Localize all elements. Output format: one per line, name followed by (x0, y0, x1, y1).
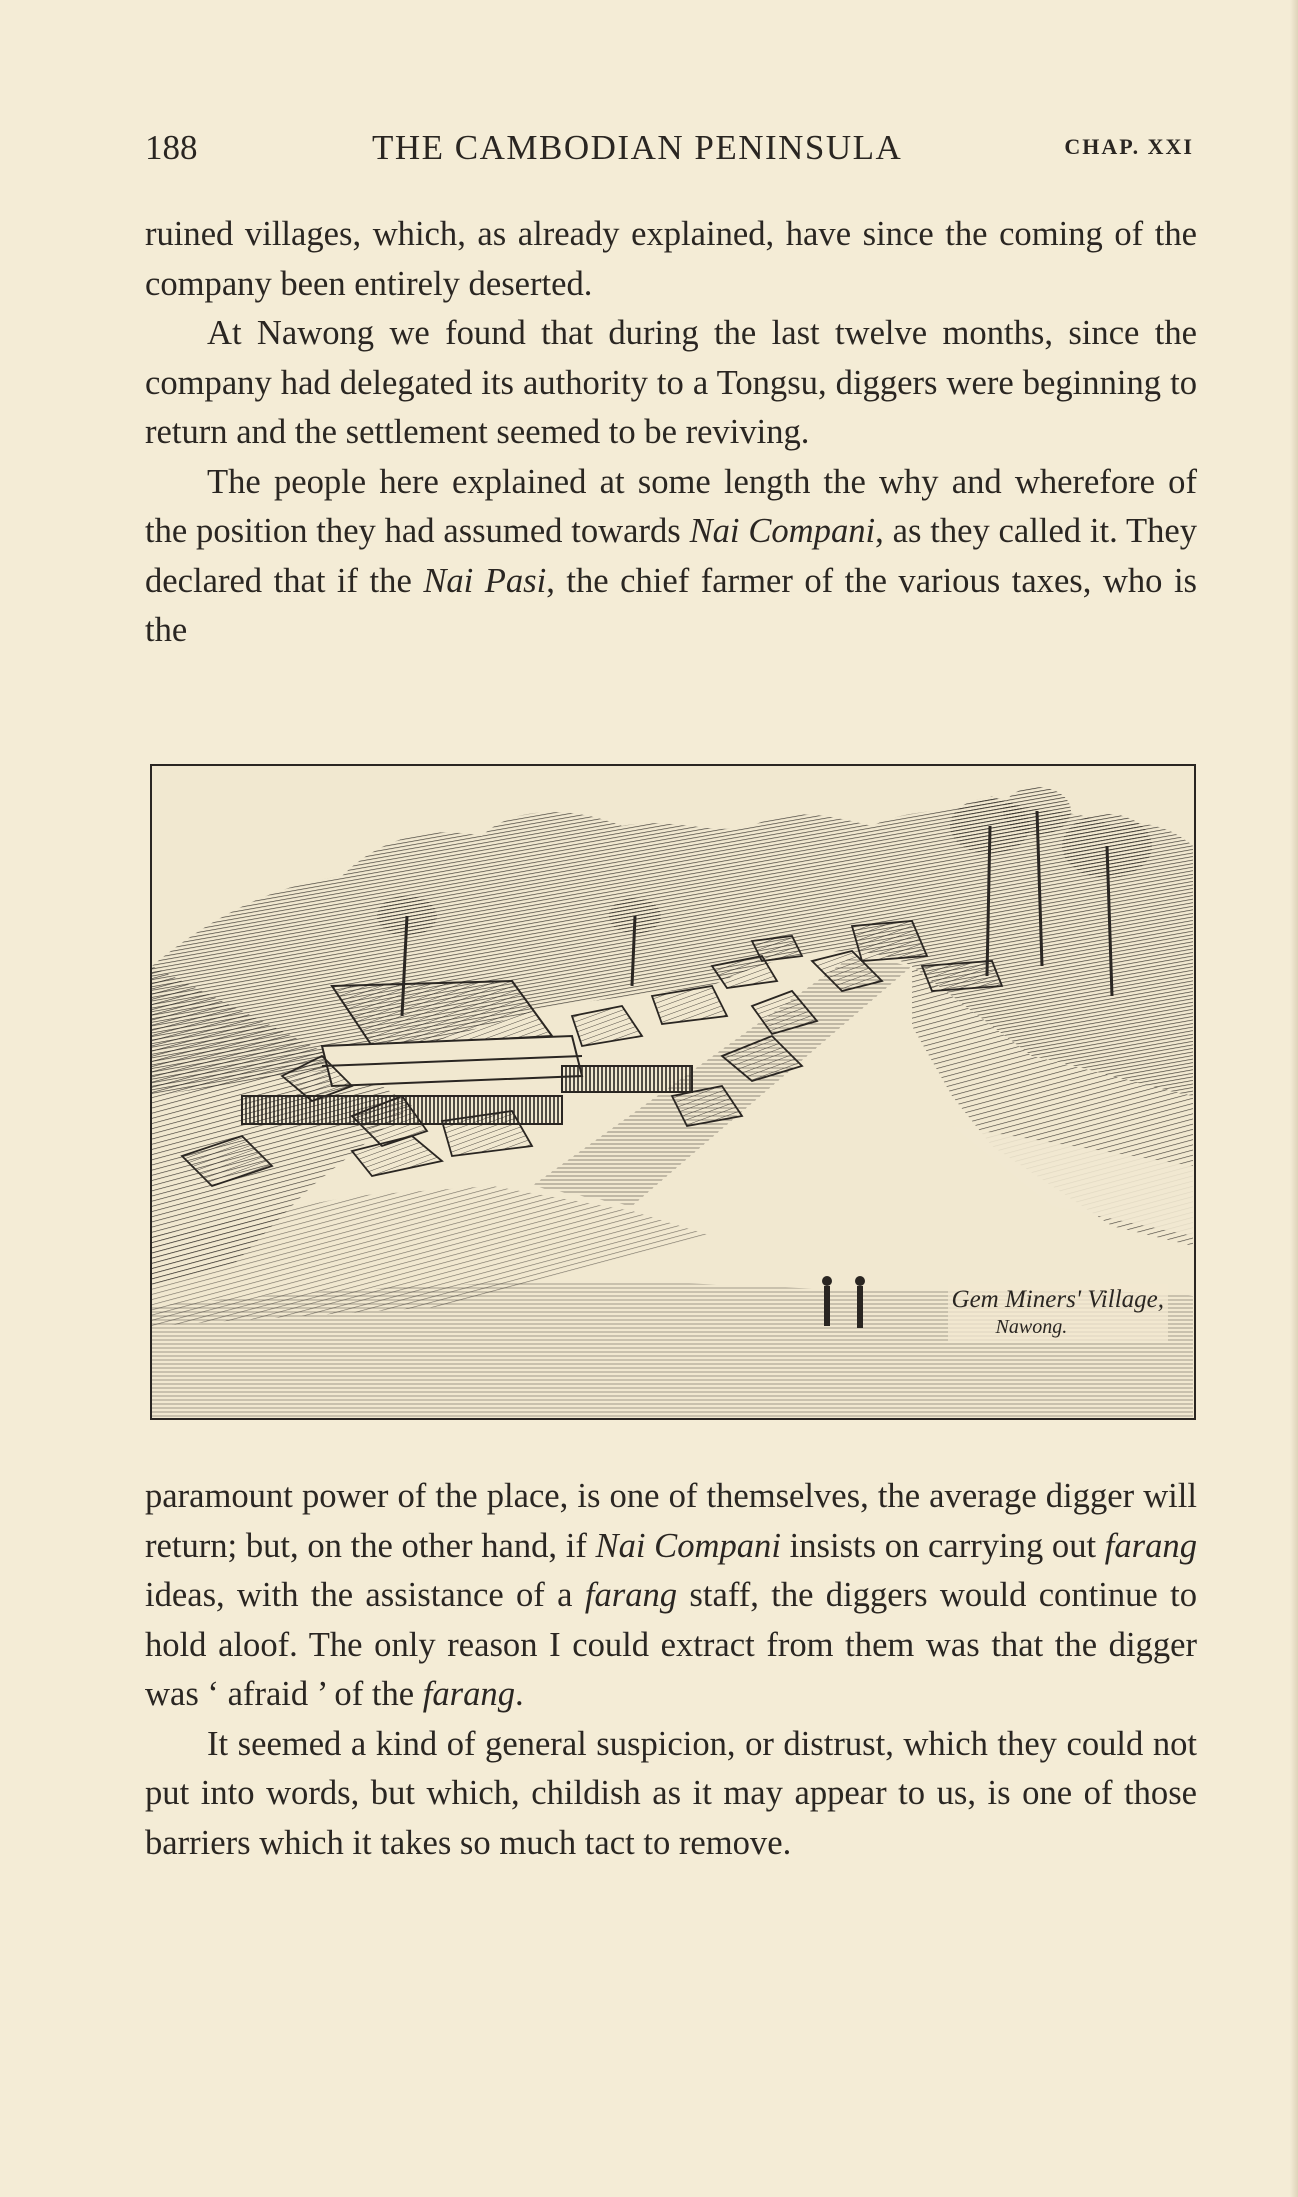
caption-line-1: Gem Miners' Village, (951, 1286, 1164, 1313)
text-span: staff, the diggers would continue to hold aloof. The only reason I could extract from them was that the digger was ‘ afraid ’ of the (145, 1576, 1197, 1713)
text-block-bottom (145, 1472, 1197, 1868)
paragraph-paramount (145, 1472, 1197, 1720)
paragraph-continued: ruined villages, which, as already explained, have since the coming of the company been entirely deserted. (145, 215, 1197, 303)
running-head (145, 128, 1200, 176)
page-edge-shadow (1290, 0, 1298, 2197)
italic-term: Nai Compani (689, 512, 876, 550)
text-span: ideas, with the assistance of a (145, 1576, 585, 1614)
text-span: insists on carrying out (780, 1526, 1105, 1565)
text-span: paramount power of the place, is one of themselves, the average digger will return; but, on the other hand, if (145, 1477, 1197, 1565)
engraving-illustration (150, 764, 1196, 1420)
chapter-mark: CHAP. XXI (1064, 134, 1194, 159)
italic-term: Nai Pasi (423, 561, 547, 600)
text-span: , as they called it. They declared that if the (145, 512, 1198, 600)
text-span: , the chief farmer of the various taxes, who is the (145, 561, 1198, 649)
figure-caption (948, 1284, 1168, 1341)
text-span: . (515, 1675, 524, 1713)
paragraph-people-explained (145, 458, 1197, 656)
italic-term: Nai Compani (595, 1526, 781, 1565)
paragraph-nawong: At Nawong we found that during the last twelve months, since the company had delegated its authority to a Tongsu, diggers were beginning to return and the settlement seemed to be reviving. (145, 314, 1197, 451)
italic-term: farang (422, 1675, 516, 1713)
paragraph-suspicion: It seemed a kind of general suspicion, or distrust, which they could not put into words, but which, childish as it may appear to us, is one of those barriers which it takes so much tact to remove. (145, 1724, 1197, 1862)
caption-line-2: Nawong. (995, 1316, 1068, 1338)
text-span: The people here explained at some length the why and wherefore of the position they had assumed towards (145, 462, 1197, 550)
page-number: 188 (145, 128, 198, 167)
running-title: THE CAMBODIAN PENINSULA (372, 128, 903, 167)
text-block-top (145, 210, 1197, 656)
italic-term: farang (1104, 1526, 1197, 1565)
italic-term: farang (584, 1576, 678, 1614)
